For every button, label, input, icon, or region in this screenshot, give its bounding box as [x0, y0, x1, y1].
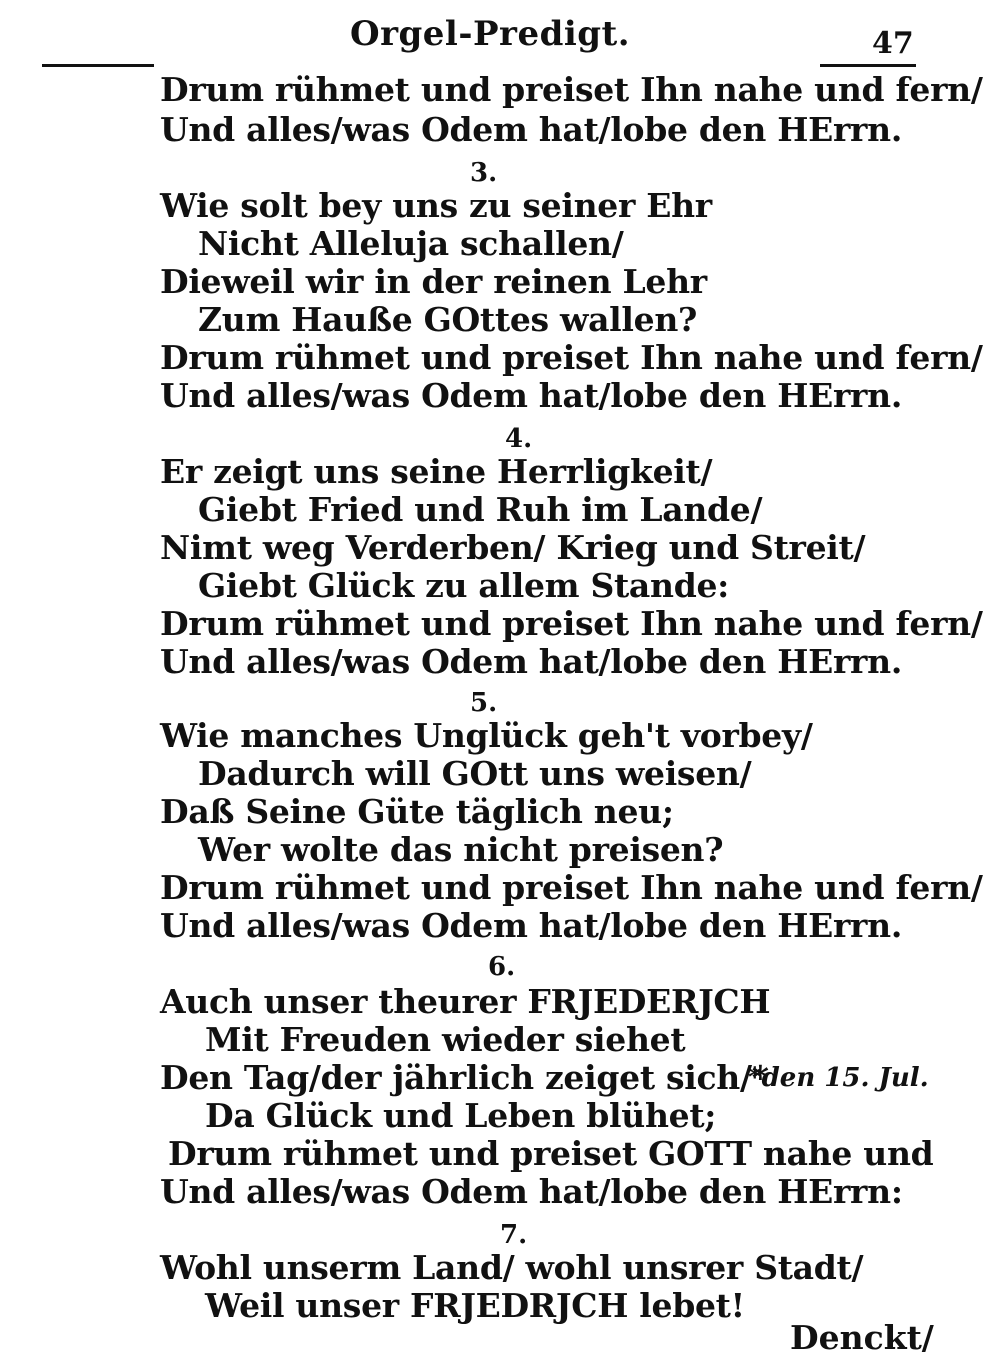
verse-line: Er zeigt uns seine Herrligkeit/ [160, 452, 713, 491]
verse-line: Drum rühmet und preiset GOTT nahe und [168, 1134, 934, 1173]
verse-line: Und alles/was Odem hat/lobe den HErrn. [160, 110, 903, 149]
verse-number: 7. [500, 1220, 528, 1250]
verse-line: Nimt weg Verderben/ Krieg und Streit/ [160, 528, 866, 567]
margin-note: *den 15. Jul. [748, 1063, 929, 1093]
verse-number: 4. [505, 424, 533, 454]
verse-line: Drum rühmet und preiset Ihn nahe und fern/ [160, 868, 983, 907]
verse-line: Wie solt bey uns zu seiner Ehr [160, 186, 712, 225]
verse-line: Wohl unserm Land/ wohl unsrer Stadt/ [160, 1248, 864, 1287]
running-head-title: Orgel-Predigt. [350, 14, 631, 54]
verse-line: Und alles/was Odem hat/lobe den HErrn. [160, 642, 903, 681]
catchword: Denckt/ [790, 1318, 934, 1357]
verse-line: Drum rühmet und preiset Ihn nahe und fern/ [160, 338, 983, 377]
verse-line: Dieweil wir in der reinen Lehr [160, 262, 707, 301]
verse-line: Auch unser theurer FRJEDERJCH [160, 982, 771, 1021]
verse-line: Da Glück und Leben blühet; [205, 1096, 717, 1135]
header-rule-left [42, 64, 154, 67]
verse-line: Giebt Fried und Ruh im Lande/ [198, 490, 763, 529]
verse-line: Und alles/was Odem hat/lobe den HErrn: [160, 1172, 903, 1211]
verse-line: Wer wolte das nicht preisen? [198, 830, 724, 869]
page-number: 47 [872, 26, 914, 61]
verse-line: Weil unser FRJEDRJCH lebet! [205, 1286, 745, 1325]
header-rule-right [820, 64, 916, 67]
verse-line: Drum rühmet und preiset Ihn nahe und fern/ [160, 604, 983, 643]
verse-line: Und alles/was Odem hat/lobe den HErrn. [160, 906, 903, 945]
verse-line: Daß Seine Güte täglich neu; [160, 792, 674, 831]
verse-line: Nicht Alleluja schallen/ [198, 224, 624, 263]
verse-number: 6. [488, 952, 516, 982]
verse-line: Giebt Glück zu allem Stande: [198, 566, 730, 605]
verse-line: Dadurch will GOtt uns weisen/ [198, 754, 752, 793]
verse-number: 3. [470, 158, 498, 188]
verse-line: Wie manches Unglück geh't vorbey/ [160, 716, 813, 755]
verse-line: Und alles/was Odem hat/lobe den HErrn. [160, 376, 903, 415]
verse-line: Zum Hauße GOttes wallen? [198, 300, 698, 339]
verse-line: Den Tag/der jährlich zeiget sich/* [160, 1058, 769, 1097]
verse-line: Mit Freuden wieder siehet [205, 1020, 686, 1059]
verse-number: 5. [470, 688, 498, 718]
verse-line: Drum rühmet und preiset Ihn nahe und fern/ [160, 70, 983, 109]
